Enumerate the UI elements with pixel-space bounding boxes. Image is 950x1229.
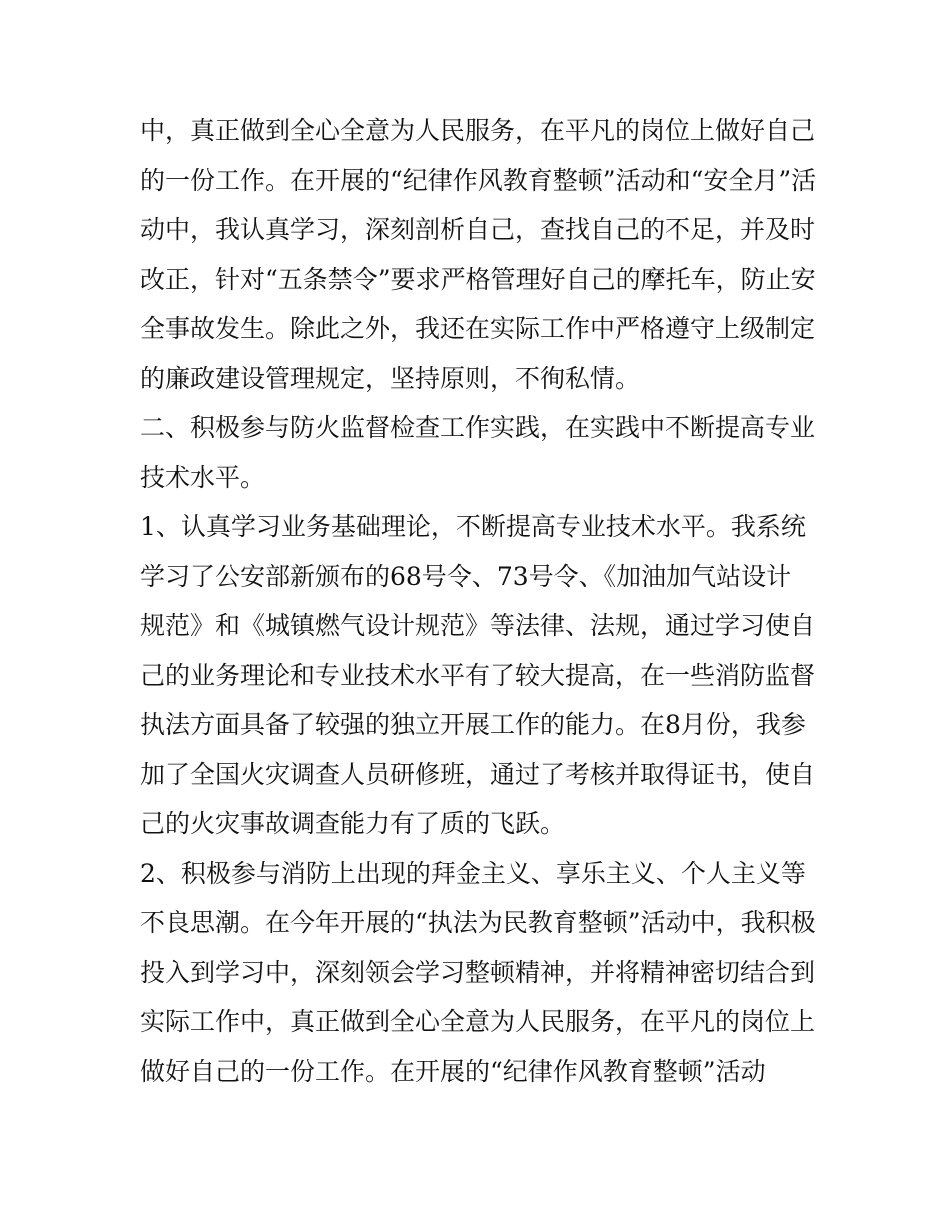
item-2-line-5: 做好自己的一份工作。在开展的“纪律作风教育整顿”活动 — [140, 1056, 766, 1086]
item-1-line-2: 学习了公安部新颁布的68号令、73号令、《加油加气站设计 — [140, 561, 792, 591]
text-line-3: 动中，我认真学习，深刻剖析自己，查找自己的不足，并及时 — [140, 215, 816, 244]
text-line-4: 改正，针对“五条禁令”要求严格管理好自己的摩托车，防止安 — [140, 264, 816, 294]
item-2-line-2: 不良思潮。在今年开展的“执法为民教育整顿”活动中，我积极 — [140, 908, 816, 937]
item-2-line-3: 投入到学习中，深刻领会学习整顿精神，并将精神密切结合到 — [140, 957, 816, 987]
text-line-5: 全事故发生。除此之外，我还在实际工作中严格遵守上级制定 — [140, 314, 816, 343]
item-1-line-5: 执法方面具备了较强的独立开展工作的能力。在8月份，我参 — [140, 710, 806, 739]
section-heading-2-cont: 技术水平。 — [140, 462, 266, 492]
text-line-1: 中，真正做到全心全意为人民服务，在平凡的岗位上做好自己 — [140, 116, 816, 145]
item-1-line-7: 己的火灾事故调查能力有了质的飞跃。 — [140, 809, 566, 838]
item-1-line-6: 加了全国火灾调查人员研修班，通过了考核并取得证书，使自 — [140, 759, 816, 789]
section-heading-2: 二、积极参与防火监督检查工作实践，在实践中不断提高专业 — [140, 413, 816, 442]
text-line-2: 的一份工作。在开展的“纪律作风教育整顿”活动和“安全月”活 — [140, 165, 817, 195]
item-1-line-1: 1、认真学习业务基础理论，不断提高专业技术水平。我系统 — [140, 512, 806, 541]
document-body — [140, 106, 820, 1096]
item-2-line-1: 2、积极参与消防上出现的拜金主义、享乐主义、个人主义等 — [140, 858, 806, 888]
text-line-6: 的廉政建设管理规定，坚持原则，不徇私情。 — [140, 363, 641, 393]
item-1-line-4: 己的业务理论和专业技术水平有了较大提高，在一些消防监督 — [140, 660, 816, 690]
item-1-line-3: 规范》和《城镇燃气设计规范》等法律、法规，通过学习使自 — [140, 611, 816, 640]
item-2-line-4: 实际工作中，真正做到全心全意为人民服务，在平凡的岗位上 — [140, 1007, 816, 1036]
